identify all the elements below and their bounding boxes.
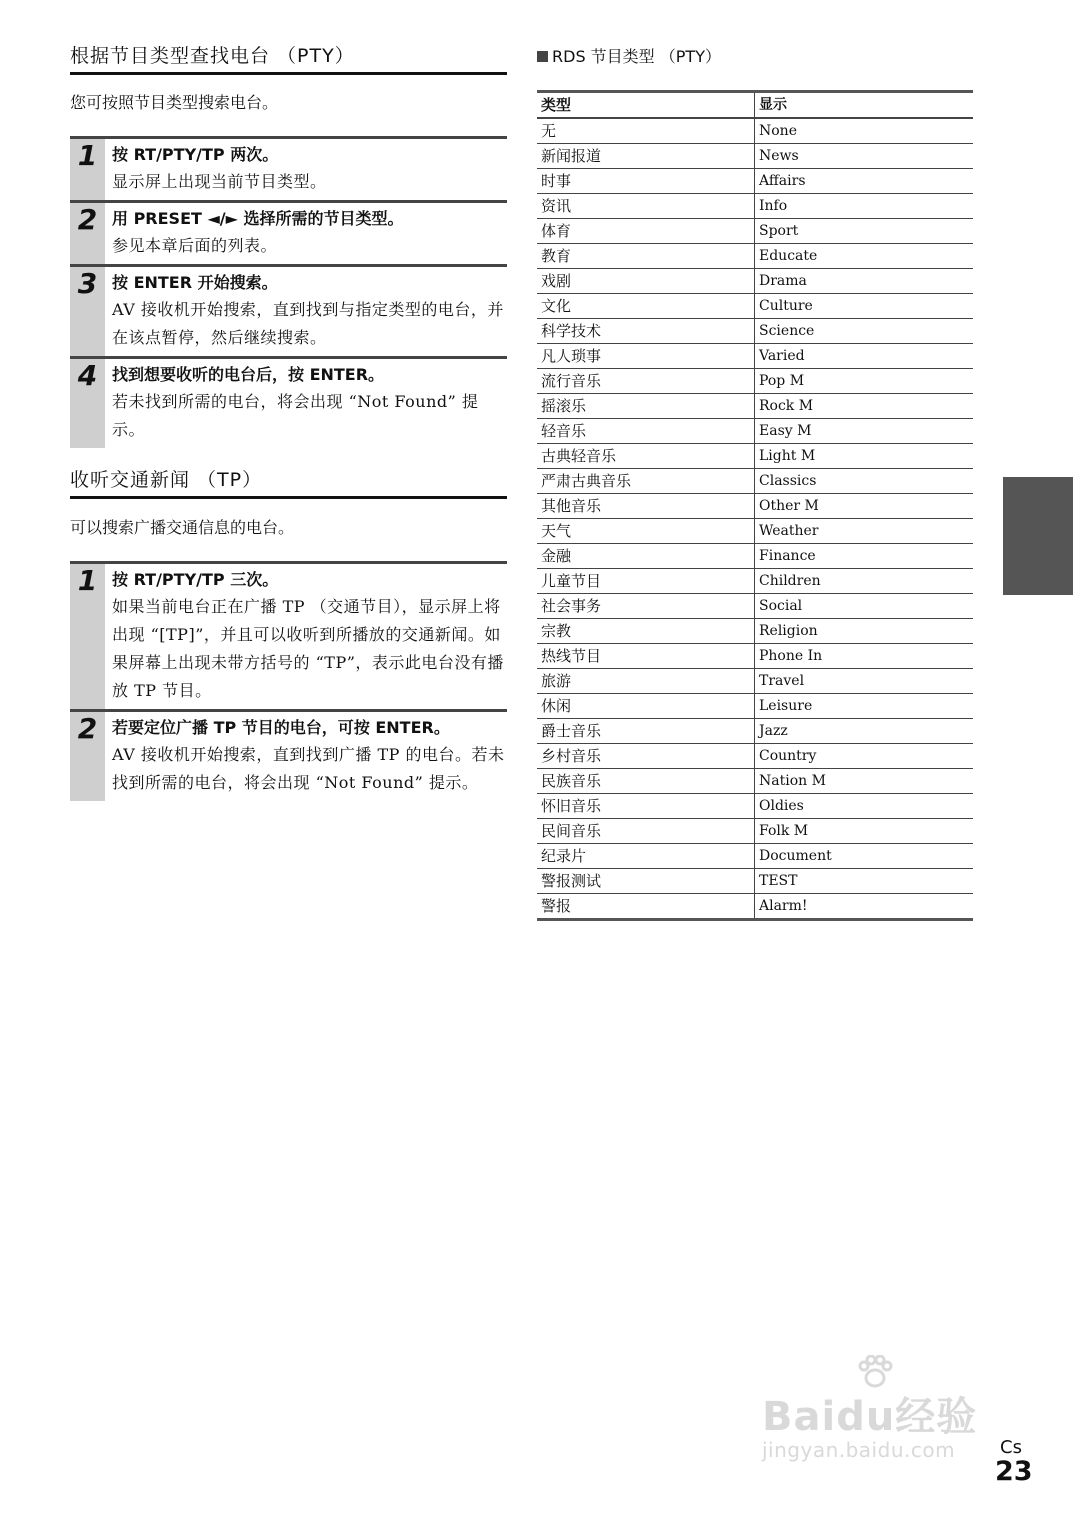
cell-display: Educate <box>755 244 974 269</box>
cell-display: Info <box>755 194 974 219</box>
table-row <box>537 594 973 619</box>
table-row <box>537 194 973 219</box>
cell-type: 民间音乐 <box>537 819 755 844</box>
cell-type: 资讯 <box>537 194 755 219</box>
cell-type: 轻音乐 <box>537 419 755 444</box>
step-number: 1 <box>70 564 105 709</box>
cell-display: Drama <box>755 269 974 294</box>
table-row <box>537 719 973 744</box>
cell-type: 体育 <box>537 219 755 244</box>
cell-display: Alarm! <box>755 894 974 920</box>
table-row <box>537 319 973 344</box>
section-intro-tp: 可以搜索广播交通信息的电台。 <box>70 518 295 537</box>
cell-display: Pop M <box>755 369 974 394</box>
step-number: 1 <box>70 139 105 200</box>
cell-type: 警报 <box>541 897 572 915</box>
cell-type: 天气 <box>537 519 755 544</box>
cell-display: Social <box>755 594 974 619</box>
square-bullet-icon <box>537 51 548 62</box>
table-row <box>537 569 973 594</box>
table-row <box>537 494 973 519</box>
table-row <box>537 869 973 894</box>
cell-display: Weather <box>755 519 974 544</box>
cell-display: Light M <box>755 444 974 469</box>
step-heading: 按 RT/PTY/TP 三次。 <box>112 570 279 589</box>
cell-type: 文化 <box>537 294 755 319</box>
table-row <box>537 844 973 869</box>
cell-display: Finance <box>755 544 974 569</box>
cell-display: Other M <box>755 494 974 519</box>
step-item <box>70 136 507 200</box>
cell-type: 儿童节目 <box>537 569 755 594</box>
step-heading: 按 RT/PTY/TP 两次。 <box>112 145 279 164</box>
cell-type: 摇滚乐 <box>537 394 755 419</box>
table-row <box>537 519 973 544</box>
cell-display: None <box>755 118 974 144</box>
cell-type: 古典轻音乐 <box>537 444 755 469</box>
cell-type: 教育 <box>537 244 755 269</box>
table-row <box>537 769 973 794</box>
step-description: 如果当前电台正在广播 TP （交通节目），显示屏上将出现 “[TP]”，并且可以收听到所播放的交通新闻。如果屏幕上出现未带方括号的 “TP”，表示此电台没有播放 TP 节目。 <box>112 597 504 700</box>
step-description: AV 接收机开始搜索，直到找到广播 TP 的电台。若未找到所需的电台，将会出现 “Not Found” 提示。 <box>112 745 505 792</box>
step-heading: 按 ENTER 开始搜索。 <box>112 273 278 292</box>
section-title-pty: 根据节目类型查找电台 （PTY） <box>70 44 507 75</box>
step-number: 4 <box>70 359 105 448</box>
cell-type: 金融 <box>537 544 755 569</box>
table-title: RDS 节目类型 （PTY） <box>537 44 721 67</box>
cell-display: Travel <box>755 669 974 694</box>
step-heading: 找到想要收听的电台后，按 ENTER。 <box>112 365 385 384</box>
table-row <box>537 744 973 769</box>
table-header-row <box>537 92 973 119</box>
cell-type: 流行音乐 <box>537 369 755 394</box>
cell-display: Rock M <box>755 394 974 419</box>
step-number: 3 <box>70 267 105 356</box>
cell-display: Culture <box>755 294 974 319</box>
header-type: 类型 <box>537 92 755 119</box>
cell-display: Leisure <box>755 694 974 719</box>
table-row <box>537 244 973 269</box>
cell-type: 戏剧 <box>537 269 755 294</box>
table-row <box>537 669 973 694</box>
section-title-tp: 收听交通新闻 （TP） <box>70 468 507 499</box>
table-row <box>537 644 973 669</box>
table-row <box>537 369 973 394</box>
cell-display: Religion <box>755 619 974 644</box>
cell-type: 纪录片 <box>537 844 755 869</box>
table-row <box>537 619 973 644</box>
cell-display: Folk M <box>755 819 974 844</box>
cell-display: Document <box>755 844 974 869</box>
cell-display: Affairs <box>755 169 974 194</box>
cell-display: Jazz <box>755 719 974 744</box>
header-display: 显示 <box>755 92 974 119</box>
table-row <box>537 219 973 244</box>
cell-type: 宗教 <box>537 619 755 644</box>
page-language: Cs <box>1000 1437 1022 1458</box>
cell-type: 严肃古典音乐 <box>537 469 755 494</box>
table-row <box>537 344 973 369</box>
step-list-tp <box>70 561 507 801</box>
step-heading: 用 PRESET ◄/► 选择所需的节目类型。 <box>112 209 404 228</box>
table-row <box>537 894 973 920</box>
table-row <box>537 394 973 419</box>
cell-type: 新闻报道 <box>537 144 755 169</box>
cell-display: Science <box>755 319 974 344</box>
cell-display: Children <box>755 569 974 594</box>
step-description: 参见本章后面的列表。 <box>112 236 278 255</box>
table-row <box>537 144 973 169</box>
cell-type: 无 <box>537 118 755 144</box>
cell-type: 时事 <box>537 169 755 194</box>
step-heading: 若要定位广播 TP 节目的电台，可按 ENTER。 <box>112 718 450 737</box>
step-item <box>70 200 507 264</box>
cell-type: 科学技术 <box>537 319 755 344</box>
cell-type: 民族音乐 <box>537 769 755 794</box>
baidu-watermark: Baidu经验 jingyan.baidu.com <box>762 1385 977 1462</box>
table-row <box>537 544 973 569</box>
cell-type: 警报测试 <box>537 869 755 894</box>
table-row <box>537 294 973 319</box>
step-item <box>70 356 507 448</box>
cell-display: TEST <box>755 869 974 894</box>
step-number: 2 <box>70 203 105 264</box>
cell-type: 社会事务 <box>537 594 755 619</box>
chapter-tab <box>1003 477 1073 595</box>
cell-type: 其他音乐 <box>537 494 755 519</box>
step-item <box>70 561 507 709</box>
cell-type: 休闲 <box>537 694 755 719</box>
cell-type: 热线节目 <box>537 644 755 669</box>
cell-display: Phone In <box>755 644 974 669</box>
table-row <box>537 419 973 444</box>
cell-display: Oldies <box>755 794 974 819</box>
cell-type: 怀旧音乐 <box>537 794 755 819</box>
cell-type: 乡村音乐 <box>537 744 755 769</box>
step-item <box>70 709 507 801</box>
cell-type: 爵士音乐 <box>537 719 755 744</box>
cell-display: Country <box>755 744 974 769</box>
section-intro-pty: 您可按照节目类型搜索电台。 <box>70 93 279 112</box>
pty-table <box>537 90 973 921</box>
paw-icon <box>857 1355 893 1391</box>
table-row <box>537 169 973 194</box>
table-row <box>537 694 973 719</box>
step-list-pty <box>70 136 507 448</box>
step-number: 2 <box>70 712 105 801</box>
cell-display: Classics <box>755 469 974 494</box>
table-row <box>537 444 973 469</box>
table-row <box>537 469 973 494</box>
table-row <box>537 118 973 144</box>
step-item <box>70 264 507 356</box>
table-row <box>537 794 973 819</box>
step-description: AV 接收机开始搜索，直到找到与指定类型的电台，并在该点暂停，然后继续搜索。 <box>112 300 504 347</box>
table-row <box>537 819 973 844</box>
cell-type: 凡人琐事 <box>537 344 755 369</box>
cell-display: Easy M <box>755 419 974 444</box>
step-description: 显示屏上出现当前节目类型。 <box>112 172 327 191</box>
table-row <box>537 269 973 294</box>
page-number: 23 <box>995 1456 1033 1487</box>
cell-display: News <box>755 144 974 169</box>
cell-display: Nation M <box>755 769 974 794</box>
cell-type: 旅游 <box>537 669 755 694</box>
cell-display: Sport <box>755 219 974 244</box>
cell-display: Varied <box>755 344 974 369</box>
step-description: 若未找到所需的电台，将会出现 “Not Found” 提示。 <box>112 392 479 439</box>
